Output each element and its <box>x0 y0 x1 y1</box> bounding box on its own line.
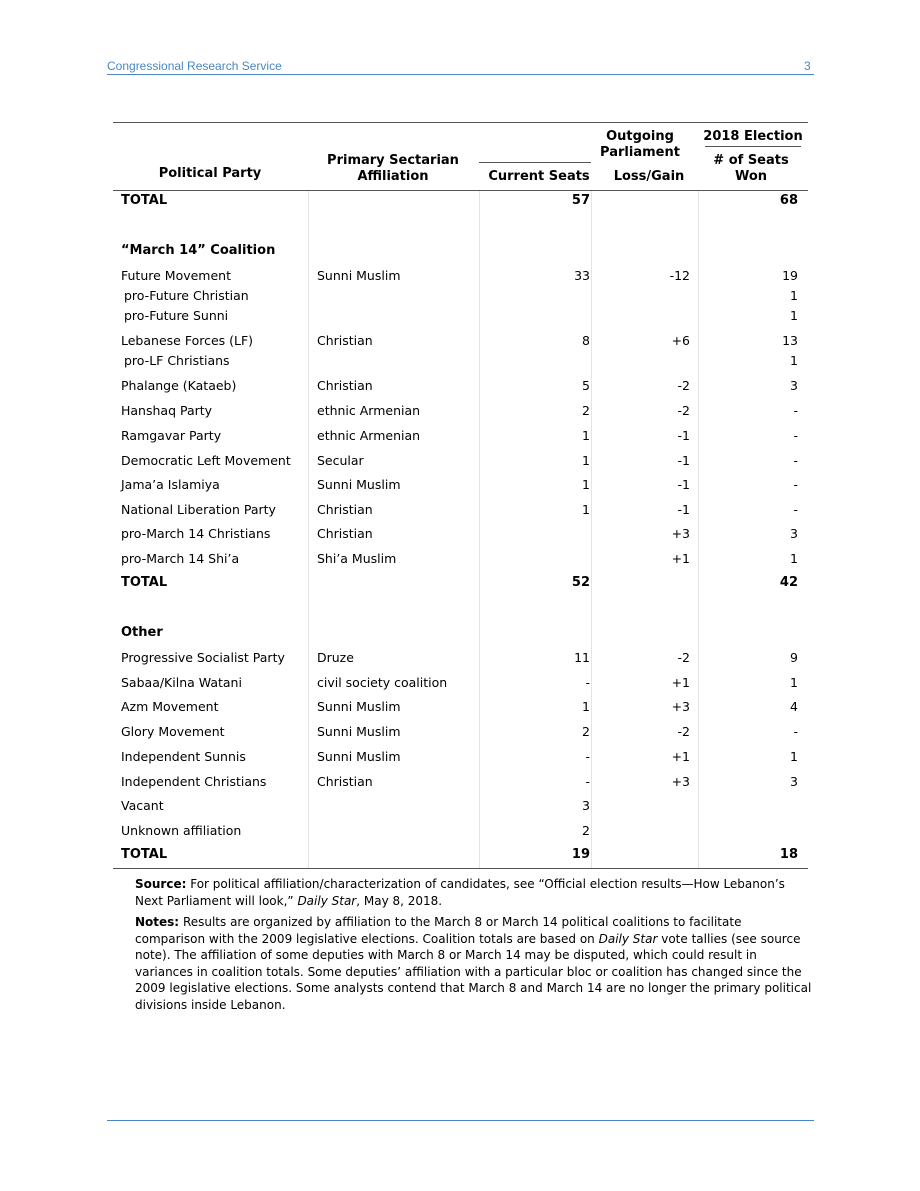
source-text: For political affiliation/characterization of candidates, see “Official election results—How Lebanon’s Next Parliament will look,” <box>135 877 785 908</box>
header-seats-won: # of Seats Won <box>713 153 789 184</box>
table-row <box>113 331 808 351</box>
affiliation-cell: ethnic Armenian <box>317 403 421 418</box>
footer-rule <box>107 1120 814 1121</box>
table-row <box>113 648 808 668</box>
affiliation-cell: Christian <box>317 378 373 393</box>
header-loss-gain: Loss/Gain <box>613 169 685 184</box>
table-row <box>113 451 808 471</box>
notes-text-start: Results are organized by affiliation to the March 8 or March 14 political coalitions to facilitate comparison with the 2009 legislative elections. Coalition totals are based on <box>135 915 742 946</box>
table-row <box>113 524 808 544</box>
current-seats-cell: 3 <box>582 798 590 813</box>
table-row <box>113 747 808 767</box>
current-seats-cell: 33 <box>574 268 590 283</box>
seats-won-cell: 1 <box>790 288 798 303</box>
header-rule <box>107 74 814 75</box>
loss-gain-cell: +1 <box>671 675 690 690</box>
table-row <box>113 549 808 569</box>
seats-won-cell: 42 <box>779 575 798 590</box>
loss-gain-cell: +3 <box>671 526 690 541</box>
outgoing-underline <box>479 162 591 163</box>
affiliation-cell: Christian <box>317 502 373 517</box>
seats-won-cell: 9 <box>790 650 798 665</box>
party-cell: pro-LF Christians <box>124 353 230 368</box>
table-row <box>113 697 808 717</box>
current-seats-cell: - <box>585 774 590 789</box>
affiliation-cell: Christian <box>317 333 373 348</box>
total-row <box>113 845 808 865</box>
current-seats-cell: 1 <box>582 502 590 517</box>
seats-won-cell: 19 <box>782 268 798 283</box>
party-cell: Lebanese Forces (LF) <box>121 333 254 348</box>
source-date: , May 8, 2018. <box>356 893 443 908</box>
party-cell: TOTAL <box>121 575 168 590</box>
current-seats-cell: 52 <box>571 575 590 590</box>
notes-text-end: vote tallies (see source note). The affiliation of some deputies with March 8 or March 14 may be disputed, which could result in variances in coalition totals. Some deputies’ affiliation with a particular bloc or coalition has changed since the 2009 legislative elections. Some analysts contend that March 8 and March 14 are no longer the primary political divisions inside Lebanon. <box>135 931 812 1012</box>
party-cell: Future Movement <box>121 268 231 283</box>
table-row <box>113 475 808 495</box>
affiliation-cell: Sunni Muslim <box>317 724 401 739</box>
party-cell: Ramgavar Party <box>121 428 222 443</box>
seats-won-cell: 1 <box>790 749 798 764</box>
seats-won-cell: 3 <box>790 774 798 789</box>
affiliation-cell: civil society coalition <box>317 675 448 690</box>
table-top-rule <box>113 122 808 123</box>
notes-paragraph <box>135 914 815 1013</box>
source-label: Source: <box>135 877 187 891</box>
party-cell: pro-March 14 Christians <box>121 526 271 541</box>
table-row <box>113 286 808 306</box>
header-current-seats: Current Seats <box>488 169 590 184</box>
affiliation-cell: Secular <box>317 453 364 468</box>
table-row <box>113 500 808 520</box>
loss-gain-cell: -1 <box>677 502 690 517</box>
table-bottom-rule <box>113 868 808 869</box>
loss-gain-cell: -2 <box>677 724 690 739</box>
party-cell: Independent Sunnis <box>121 749 246 764</box>
loss-gain-cell: -2 <box>677 403 690 418</box>
party-cell: Democratic Left Movement <box>121 453 291 468</box>
seats-won-cell: 1 <box>790 308 798 323</box>
current-seats-cell: 1 <box>582 699 590 714</box>
seats-won-cell: 1 <box>790 353 798 368</box>
source-publication: Daily Star <box>297 893 357 908</box>
header-outgoing-parliament: Outgoing Parliament <box>600 129 680 160</box>
party-cell: Hanshaq Party <box>121 403 213 418</box>
affiliation-cell: Sunni Muslim <box>317 268 401 283</box>
election-underline <box>705 146 801 147</box>
page-number: 3 <box>804 59 811 73</box>
loss-gain-cell: +3 <box>671 699 690 714</box>
affiliation-cell: Christian <box>317 774 373 789</box>
seats-won-cell: - <box>793 453 798 468</box>
current-seats-cell: 2 <box>582 724 590 739</box>
notes-publication: Daily Star <box>598 931 658 946</box>
seats-won-cell: - <box>793 724 798 739</box>
table-row <box>113 722 808 742</box>
header-political-party: Political Party <box>158 166 262 181</box>
affiliation-cell: Druze <box>317 650 354 665</box>
table-notes <box>135 876 815 1018</box>
party-cell: pro-March 14 Shi’a <box>121 551 240 566</box>
table-row <box>113 796 808 816</box>
affiliation-cell: Christian <box>317 526 373 541</box>
party-cell: TOTAL <box>121 847 168 862</box>
affiliation-cell: Sunni Muslim <box>317 749 401 764</box>
header-primary-affiliation: Primary Sectarian Affiliation <box>327 153 459 184</box>
current-seats-cell: 19 <box>571 847 590 862</box>
party-cell: Unknown affiliation <box>121 823 242 838</box>
current-seats-cell: 1 <box>582 428 590 443</box>
party-cell: National Liberation Party <box>121 502 276 517</box>
current-seats-cell: 57 <box>571 193 590 208</box>
table-row <box>113 351 808 371</box>
seats-won-cell: - <box>793 477 798 492</box>
loss-gain-cell: -12 <box>669 268 690 283</box>
total-row <box>113 573 808 593</box>
party-cell: Glory Movement <box>121 724 225 739</box>
table-row <box>113 266 808 286</box>
affiliation-cell: Sunni Muslim <box>317 477 401 492</box>
party-cell: Progressive Socialist Party <box>121 650 285 665</box>
seats-won-cell: - <box>793 428 798 443</box>
loss-gain-cell: -2 <box>677 378 690 393</box>
source-note <box>135 876 815 909</box>
party-cell: Vacant <box>121 798 164 813</box>
current-seats-cell: 1 <box>582 453 590 468</box>
party-cell: Other <box>121 625 163 640</box>
table-row <box>113 306 808 326</box>
affiliation-cell: Shi’a Muslim <box>317 551 397 566</box>
seats-won-cell: 18 <box>779 847 798 862</box>
party-cell: Sabaa/Kilna Watani <box>121 675 242 690</box>
loss-gain-cell: -1 <box>677 477 690 492</box>
loss-gain-cell: -1 <box>677 453 690 468</box>
table-row <box>113 401 808 421</box>
loss-gain-cell: +6 <box>671 333 690 348</box>
loss-gain-cell: +3 <box>671 774 690 789</box>
current-seats-cell: - <box>585 749 590 764</box>
party-cell: TOTAL <box>121 193 168 208</box>
current-seats-cell: 2 <box>582 403 590 418</box>
party-cell: Independent Christians <box>121 774 267 789</box>
running-header-org: Congressional Research Service <box>107 59 282 73</box>
table-row <box>113 772 808 792</box>
seats-won-cell: 1 <box>790 675 798 690</box>
table-row <box>113 821 808 841</box>
total-row <box>113 191 808 211</box>
seats-won-cell: - <box>793 403 798 418</box>
header-2018-election: 2018 Election <box>703 129 803 144</box>
current-seats-cell: 2 <box>582 823 590 838</box>
party-cell: “March 14” Coalition <box>121 243 276 258</box>
table-row <box>113 673 808 693</box>
seats-won-cell: 68 <box>779 193 798 208</box>
section-heading-row <box>113 241 808 261</box>
current-seats-cell: 8 <box>582 333 590 348</box>
table-row <box>113 376 808 396</box>
seats-won-cell: 1 <box>790 551 798 566</box>
seats-won-cell: 3 <box>790 378 798 393</box>
loss-gain-cell: -2 <box>677 650 690 665</box>
seats-won-cell: 13 <box>782 333 798 348</box>
party-cell: Azm Movement <box>121 699 219 714</box>
party-cell: Phalange (Kataeb) <box>121 378 237 393</box>
current-seats-cell: 5 <box>582 378 590 393</box>
affiliation-cell: ethnic Armenian <box>317 428 421 443</box>
loss-gain-cell: +1 <box>671 551 690 566</box>
seats-won-cell: 4 <box>790 699 798 714</box>
seats-won-cell: 3 <box>790 526 798 541</box>
current-seats-cell: - <box>585 675 590 690</box>
affiliation-cell: Sunni Muslim <box>317 699 401 714</box>
table-row <box>113 426 808 446</box>
party-cell: Jama’a Islamiya <box>121 477 220 492</box>
notes-label: Notes: <box>135 915 180 929</box>
loss-gain-cell: -1 <box>677 428 690 443</box>
party-cell: pro-Future Sunni <box>124 308 229 323</box>
current-seats-cell: 11 <box>574 650 590 665</box>
loss-gain-cell: +1 <box>671 749 690 764</box>
seats-won-cell: - <box>793 502 798 517</box>
section-heading-row <box>113 623 808 643</box>
party-cell: pro-Future Christian <box>124 288 249 303</box>
current-seats-cell: 1 <box>582 477 590 492</box>
